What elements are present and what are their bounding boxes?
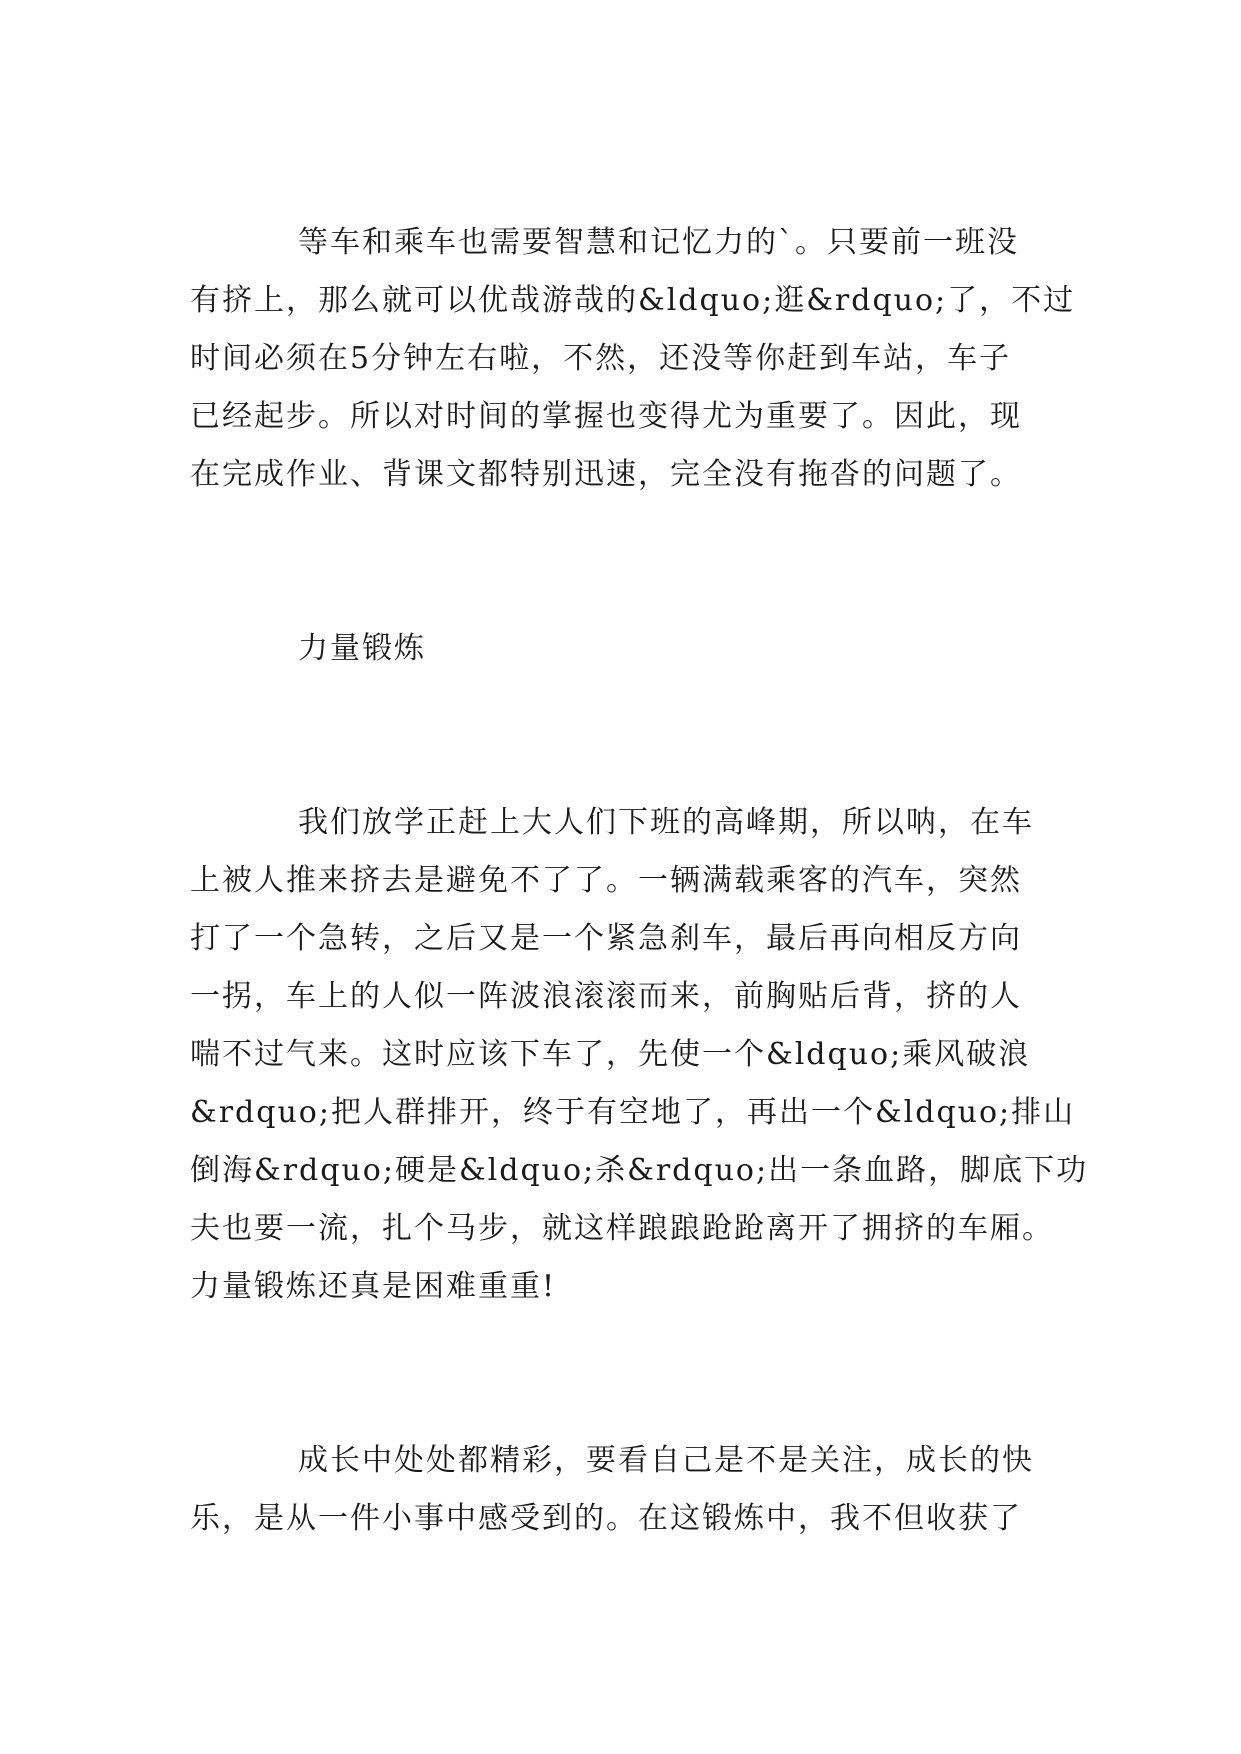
paragraph-3-line-2: 乐，是从一件小事中感受到的。在这锻炼中，我不但收获了 <box>190 1501 1022 1536</box>
paragraph-2-line-1: 我们放学正赶上大人们下班的高峰期，所以呐，在车 <box>298 805 1034 840</box>
paragraph-2-line-4: 一拐，车上的人似一阵波浪滚滚而来，前胸贴后背，挤的人 <box>190 979 1022 1014</box>
paragraph-1-line-3: 时间必须在5分钟左右啦，不然，还没等你赶到车站，车子 <box>190 341 1012 376</box>
paragraph-1-line-2: 有挤上，那么就可以优哉游哉的&ldquo;逛&rdquo;了，不过 <box>190 283 1076 318</box>
paragraph-2-line-8: 夫也要一流，扎个马步，就这样踉踉跄跄离开了拥挤的车厢。 <box>190 1211 1054 1246</box>
paragraph-1-line-4: 已经起步。所以对时间的掌握也变得尤为重要了。因此，现 <box>190 399 1022 434</box>
paragraph-1-line-5: 在完成作业、背课文都特别迅速，完全没有拖沓的问题了。 <box>190 457 1022 492</box>
paragraph-2-line-5: 喘不过气来。这时应该下车了，先使一个&ldquo;乘风破浪 <box>190 1037 1031 1072</box>
paragraph-2-line-2: 上被人推来挤去是避免不了了。一辆满载乘客的汽车，突然 <box>190 863 1022 898</box>
paragraph-1-line-1: 等车和乘车也需要智慧和记忆力的`。只要前一班没 <box>298 225 1019 260</box>
section-heading: 力量锻炼 <box>298 631 426 666</box>
paragraph-2-line-3: 打了一个急转，之后又是一个紧急刹车，最后再向相反方向 <box>190 921 1022 956</box>
paragraph-3-line-1: 成长中处处都精彩，要看自己是不是关注，成长的快 <box>298 1443 1034 1478</box>
paragraph-2-line-6: &rdquo;把人群排开，终于有空地了，再出一个&ldquo;排山 <box>190 1095 1076 1130</box>
paragraph-2-line-7: 倒海&rdquo;硬是&ldquo;杀&rdquo;出一条血路，脚底下功 <box>190 1153 1089 1188</box>
paragraph-2-line-9: 力量锻炼还真是困难重重! <box>190 1269 557 1304</box>
